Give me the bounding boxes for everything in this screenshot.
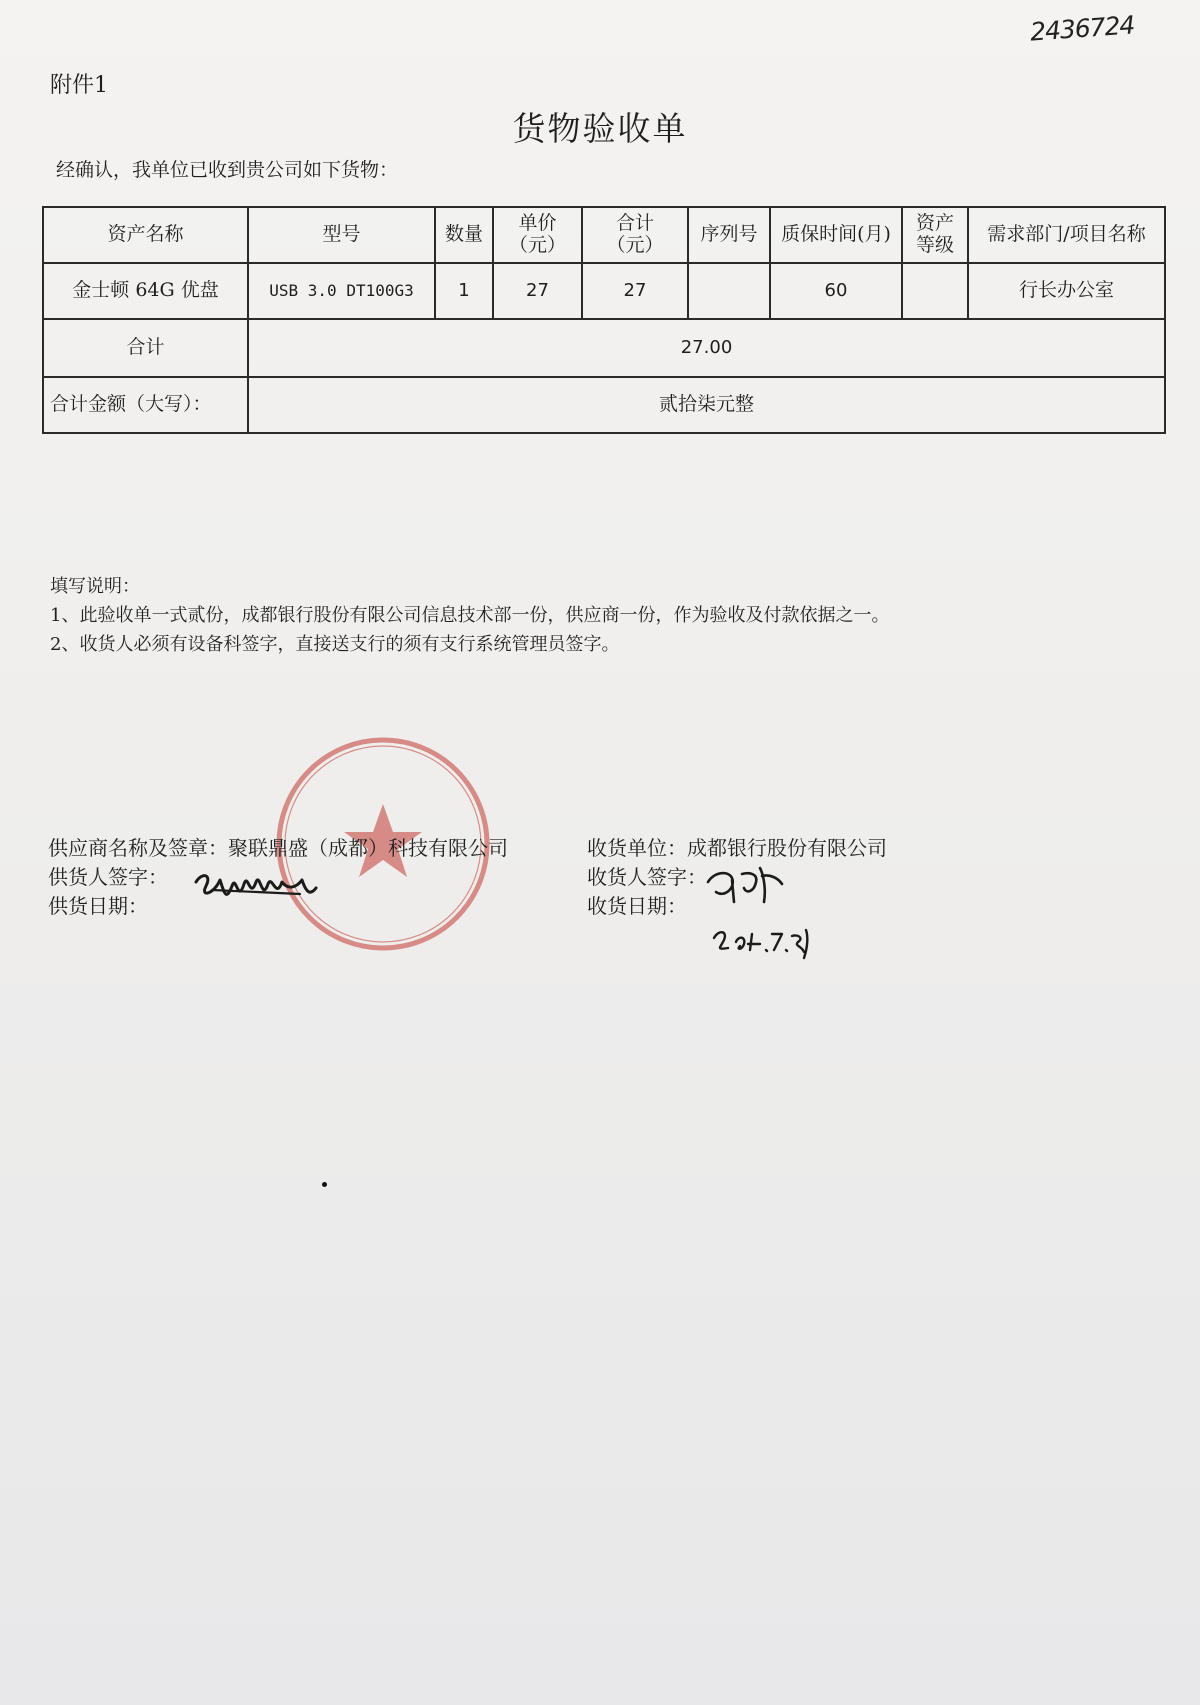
receiver-handwritten-signature — [702, 858, 788, 910]
cell-serial — [688, 263, 770, 319]
instructions-heading: 填写说明： — [50, 576, 140, 597]
attachment-label: 附件1 — [50, 73, 108, 98]
table-row — [43, 263, 1165, 319]
receiver-handwritten-date — [708, 912, 818, 964]
total-row — [43, 319, 1165, 377]
header-department: 需求部门/项目名称 — [968, 207, 1165, 263]
cell-asset-level — [902, 263, 968, 319]
total-value: 27.00 — [248, 319, 1165, 377]
receiver-date-label: 收货日期： — [587, 894, 687, 918]
supplier-date-label: 供货日期： — [48, 894, 148, 918]
header-subtotal-line1: 合计 — [615, 212, 654, 235]
cell-asset-name: 金士顿 64G 优盘 — [43, 263, 248, 319]
goods-table — [42, 206, 1166, 434]
header-asset-level-line1: 资产 — [915, 212, 954, 235]
speck-mark — [322, 1182, 327, 1187]
header-quantity: 数量 — [435, 207, 493, 263]
receiver-signer-label: 收货人签字： — [587, 865, 707, 889]
header-unit-price-line2: （元） — [508, 234, 566, 256]
intro-text: 经确认，我单位已收到贵公司如下货物： — [56, 159, 399, 181]
header-asset-name: 资产名称 — [43, 207, 248, 263]
total-label: 合计 — [43, 319, 248, 377]
page-title: 货物验收单 — [512, 109, 688, 148]
receiver-unit-label: 收货单位：成都银行股份有限公司 — [587, 836, 887, 860]
cell-unit-price: 27 — [493, 263, 582, 319]
header-unit-price — [493, 207, 582, 263]
cell-warranty: 60 — [770, 263, 902, 319]
instruction-item: 1、此验收单一式贰份，成都银行股份有限公司信息技术部一份，供应商一份，作为验收及付款依据之一。 — [50, 605, 890, 626]
cell-quantity: 1 — [435, 263, 493, 319]
supplier-name-label: 供应商名称及签章：聚联鼎盛（成都）科技有限公司 — [48, 836, 508, 860]
header-serial: 序列号 — [688, 207, 770, 263]
table-header-row — [43, 207, 1165, 263]
header-subtotal-line2: （元） — [606, 234, 664, 256]
amount-words-label: 合计金额（大写）： — [43, 377, 248, 433]
header-model: 型号 — [248, 207, 435, 263]
header-subtotal — [582, 207, 688, 263]
header-asset-level — [902, 207, 968, 263]
handwritten-document-number: 2436724 — [1029, 10, 1136, 47]
amount-words-value: 贰拾柒元整 — [248, 377, 1165, 433]
supplier-signer-label: 供货人签字： — [48, 865, 168, 889]
cell-department: 行长办公室 — [968, 263, 1165, 319]
supplier-handwritten-signature — [192, 860, 322, 912]
header-asset-level-line2: 等级 — [915, 234, 954, 256]
amount-words-row — [43, 377, 1165, 433]
cell-model: USB 3.0 DT100G3 — [248, 263, 435, 319]
instruction-item: 2、收货人必须有设备科签字，直接送支行的须有支行系统管理员签字。 — [50, 634, 620, 655]
cell-subtotal: 27 — [582, 263, 688, 319]
instructions — [50, 572, 889, 659]
header-unit-price-line1: 单价 — [518, 212, 557, 235]
header-warranty: 质保时间(月) — [770, 207, 902, 263]
